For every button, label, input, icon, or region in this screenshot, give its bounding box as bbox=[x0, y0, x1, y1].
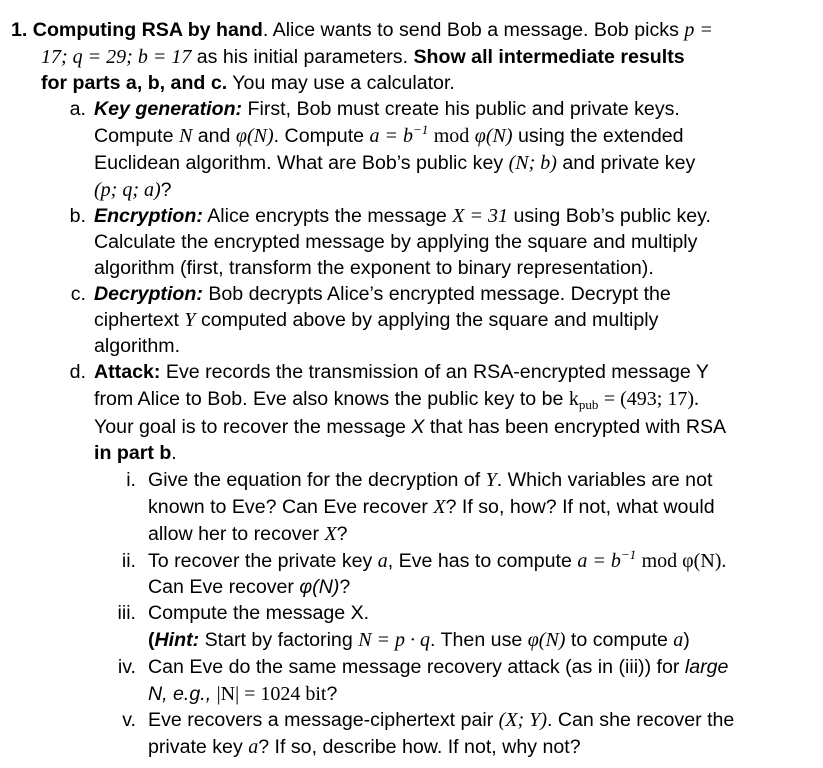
show-results-instruction: Show all intermediate results bbox=[413, 46, 685, 68]
sub-i-text: known to Eve? Can Eve recover bbox=[148, 496, 428, 518]
problem-intro-2: as his initial parameters. bbox=[196, 46, 409, 68]
sub-i-text: Give the equation for the decryption of bbox=[148, 469, 481, 491]
part-c-line-1 bbox=[94, 282, 671, 306]
part-d-line-3 bbox=[94, 415, 726, 439]
sub-iv-text: Can Eve do the same message recovery attack (as in (iii)) for bbox=[148, 656, 680, 678]
math-phi-N: φ(N) bbox=[474, 125, 513, 147]
math-a: a bbox=[377, 550, 388, 572]
part-d-label: d. bbox=[69, 361, 86, 383]
sub-ii-text: ? bbox=[339, 576, 351, 598]
math-phi-N: φ(N) bbox=[527, 629, 566, 651]
part-d-text: . bbox=[171, 442, 177, 464]
part-a-text: Euclidean algorithm. What are Bob’s public key bbox=[94, 152, 504, 174]
part-c-text: Bob decrypts Alice’s encrypted message. Decrypt the bbox=[208, 283, 671, 305]
math-a-eq bbox=[577, 547, 637, 572]
large-emphasis: large bbox=[684, 656, 729, 678]
sub-i-line-1 bbox=[148, 468, 712, 492]
sub-v-text: private key bbox=[148, 736, 243, 758]
part-c-line-3: algorithm. bbox=[94, 335, 181, 357]
part-d-text: Your goal is to recover the message bbox=[94, 416, 406, 438]
part-a-line-3 bbox=[94, 151, 695, 175]
math-public-key: (N; b) bbox=[508, 152, 557, 174]
part-b-reference: in part b bbox=[94, 442, 172, 464]
sub-i-text: ? If so, how? If not, what would bbox=[445, 496, 715, 518]
sub-ii-text: , Eve has to compute bbox=[387, 550, 572, 572]
part-a-text: ? bbox=[160, 179, 172, 201]
part-d-line-4 bbox=[94, 441, 177, 465]
math-phi-N: φ(N) bbox=[299, 576, 340, 598]
sub-v-line-1 bbox=[148, 708, 734, 732]
parts-instruction: for parts a, b, and c. bbox=[41, 72, 228, 94]
sub-v-line-2 bbox=[148, 735, 581, 759]
part-c-line-2 bbox=[94, 308, 658, 332]
part-b-text: Alice encrypts the message bbox=[207, 205, 447, 227]
math-a: a bbox=[673, 629, 684, 651]
sub-iv-line-2 bbox=[148, 682, 337, 706]
sub-iii-line-1: Compute the message X. bbox=[148, 602, 370, 624]
sub-i-text: ? bbox=[336, 523, 348, 545]
part-b-line-2: Calculate the encrypted message by applying the square and multiply bbox=[94, 231, 698, 253]
sub-ii-text: To recover the private key bbox=[148, 550, 373, 572]
sub-ii-line-1 bbox=[148, 549, 726, 573]
sub-ii-text: Can Eve recover bbox=[148, 576, 294, 598]
sub-ii-label: ii. bbox=[121, 550, 136, 572]
problem-line-3 bbox=[41, 71, 455, 95]
sub-i-label: i. bbox=[126, 469, 136, 491]
sub-iv-line-1 bbox=[148, 655, 728, 679]
math-a-eq-text: a = b bbox=[369, 125, 414, 147]
sub-iii-text: . Then use bbox=[430, 629, 523, 651]
sub-iii-text: Start by factoring bbox=[204, 629, 353, 651]
sub-v-text: ? If so, describe how. If not, why not? bbox=[258, 736, 581, 758]
math-a-eq bbox=[369, 122, 429, 147]
part-c-text: computed above by applying the square and multiply bbox=[200, 309, 659, 331]
part-a-label: a. bbox=[69, 98, 86, 120]
sub-iv-text: N, e.g., bbox=[148, 683, 212, 705]
part-a-text: and bbox=[197, 125, 231, 147]
hint-label: Hint: bbox=[154, 629, 200, 651]
math-a: a bbox=[248, 736, 259, 758]
math-Y: Y bbox=[184, 309, 196, 331]
problem-line-2 bbox=[41, 45, 685, 69]
problem-line-1 bbox=[11, 18, 713, 42]
math-private-key: (p; q; a) bbox=[94, 179, 161, 201]
sub-i-line-2 bbox=[148, 495, 715, 519]
math-N: N bbox=[178, 125, 193, 147]
part-d-text: Eve records the transmission of an RSA-encrypted message Y bbox=[165, 361, 709, 383]
part-d-line-2 bbox=[94, 387, 699, 411]
sub-iv-label: iv. bbox=[117, 656, 136, 678]
math-kpub-subscript: pub bbox=[578, 397, 599, 412]
sub-i-text: . Which variables are not bbox=[496, 469, 713, 491]
part-a-text: Compute bbox=[94, 125, 174, 147]
part-b-line-3: algorithm (first, transform the exponent to binary representation). bbox=[94, 257, 654, 279]
part-c-label: c. bbox=[70, 283, 86, 305]
sub-ii-line-2 bbox=[148, 575, 350, 599]
sub-iii-line-2 bbox=[148, 628, 690, 652]
math-X: X bbox=[411, 416, 425, 438]
math-Y: Y bbox=[485, 469, 497, 491]
part-a-text: . Compute bbox=[273, 125, 365, 147]
math-kpub-k: k bbox=[568, 388, 579, 410]
math-factorization: N = p · q bbox=[358, 629, 431, 651]
math-inverse-exponent: −1 bbox=[620, 547, 637, 562]
part-a-line-1 bbox=[94, 97, 680, 121]
sub-iv-text: ? bbox=[326, 683, 338, 705]
sub-v-text: . Can she recover the bbox=[547, 709, 735, 731]
paren-close: ) bbox=[683, 629, 690, 651]
math-x-value: X = 31 bbox=[452, 205, 508, 227]
part-a-text: and private key bbox=[562, 152, 696, 174]
param-values: 17; q = 29; b = 17 bbox=[41, 46, 192, 68]
math-mod: mod bbox=[433, 125, 470, 147]
part-a-line-2 bbox=[94, 124, 684, 148]
part-d-line-1 bbox=[94, 360, 709, 384]
part-a-text: using the extended bbox=[517, 125, 684, 147]
part-a-text: First, Bob must create his public and private keys. bbox=[247, 98, 680, 120]
math-kpub-value: = (493; 17). bbox=[603, 388, 699, 410]
math-bit-length: |N| = 1024 bit bbox=[216, 683, 327, 705]
math-X: X bbox=[433, 496, 446, 518]
calculator-note: You may use a calculator. bbox=[232, 72, 455, 94]
sub-iii-label: iii. bbox=[117, 602, 136, 624]
problem-number: 1. bbox=[11, 19, 28, 41]
math-kpub bbox=[569, 388, 599, 410]
part-b-text: using Bob’s public key. bbox=[513, 205, 711, 227]
sub-iii-text: to compute bbox=[570, 629, 668, 651]
part-c-text: ciphertext bbox=[94, 309, 179, 331]
math-inverse-exponent: −1 bbox=[413, 122, 429, 137]
part-d-text: that has been encrypted with RSA bbox=[429, 416, 727, 438]
math-X: X bbox=[324, 523, 337, 545]
sub-i-line-3 bbox=[148, 522, 348, 546]
sub-v-label: v. bbox=[122, 709, 136, 731]
math-pair: (X; Y) bbox=[498, 709, 547, 731]
param-p: p = bbox=[684, 19, 713, 41]
paren-open: ( bbox=[148, 629, 155, 651]
part-d-text: from Alice to Bob. Eve also knows the public key to be bbox=[94, 388, 564, 410]
math-phi-N: φ(N) bbox=[235, 125, 274, 147]
sub-i-text: allow her to recover bbox=[148, 523, 319, 545]
problem-title: Computing RSA by hand bbox=[32, 19, 263, 41]
key-generation-heading: Key generation: bbox=[94, 98, 243, 120]
encryption-heading: Encryption: bbox=[94, 205, 203, 227]
sub-v-text: Eve recovers a message-ciphertext pair bbox=[148, 709, 494, 731]
attack-heading: Attack: bbox=[94, 361, 161, 383]
part-b-label: b. bbox=[69, 205, 86, 227]
math-mod-phi: mod φ(N). bbox=[641, 550, 727, 572]
part-a-line-4 bbox=[94, 178, 172, 202]
decryption-heading: Decryption: bbox=[94, 283, 203, 305]
part-b-line-1 bbox=[94, 204, 711, 228]
math-a-eq-text: a = b bbox=[577, 550, 621, 572]
problem-intro: . Alice wants to send Bob a message. Bob picks bbox=[262, 19, 679, 41]
